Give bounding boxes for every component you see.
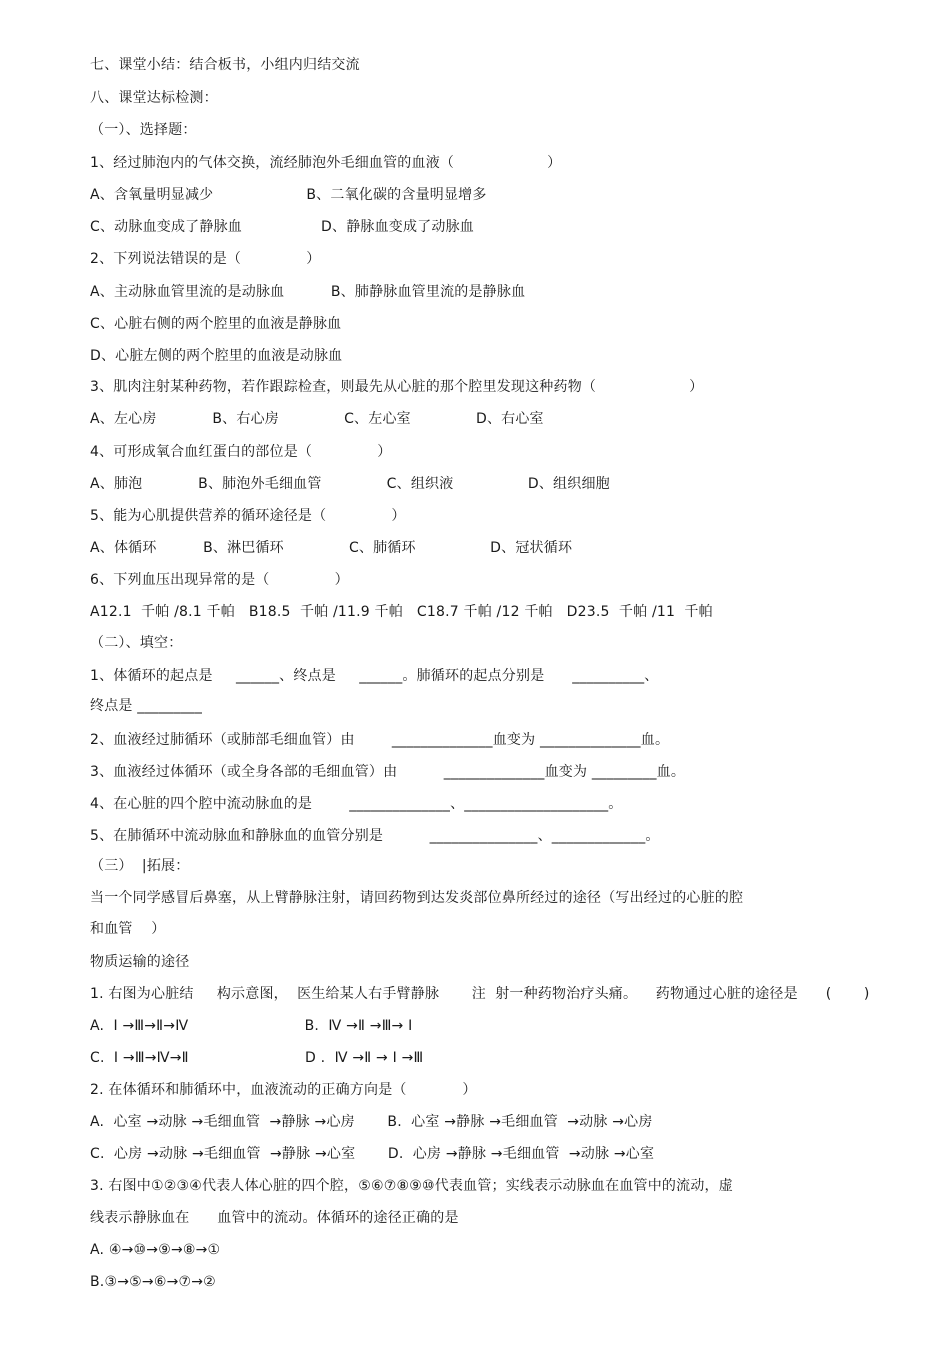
transport-question-1-options-ab: A. Ⅰ →Ⅲ→Ⅱ→Ⅳ B. Ⅳ →Ⅱ →Ⅲ→ Ⅰ (90, 1018, 413, 1034)
section-summary: 七、课堂小结：结合板书，小组内归结交流 (90, 57, 360, 73)
question-2-option-c: C、心脏右侧的两个腔里的血液是静脉血 (90, 316, 342, 332)
question-4-options: A、肺泡 B、肺泡外毛细血管 C、组织液 D、组织细胞 (90, 476, 610, 492)
question-1-options-ab: A、含氧量明显减少 B、二氧化碳的含量明显增多 (90, 187, 487, 203)
fill-5: 5、在肺循环中流动脉血和静脉血的血管分别是 _______________、_____________。 (90, 828, 660, 844)
question-2-options-ab: A、主动脉血管里流的是动脉血 B、肺静脉血管里流的是静脉血 (90, 284, 526, 300)
subsection-fill: （二）、填空： (90, 635, 183, 651)
transport-question-3-option-b: B.③→⑤→⑥→⑦→② (90, 1274, 216, 1290)
transport-question-1: 1. 右图为心脏结 构示意图， 医生给某人右手臂静脉 注 射一种药物治疗头痛。 药物通过心脏的途径是 ( ) (90, 986, 870, 1002)
transport-question-3-cont: 线表示静脉血在 血管中的流动。体循环的途径正确的是 (90, 1210, 459, 1226)
transport-question-2-options-cd: C. 心房 →动脉 →毛细血管 →静脉 →心室 D. 心房 →静脉 →毛细血管 →动脉 →心室 (90, 1146, 655, 1162)
transport-question-2: 2. 在体循环和肺循环中，血液流动的正确方向是（ ） (90, 1082, 477, 1098)
transport-question-3: 3. 右图中①②③④代表人体心脏的四个腔，⑤⑥⑦⑧⑨⑩代表血管；实线表示动脉血在血管中的流动，虚 (90, 1178, 733, 1194)
fill-2: 2、血液经过肺循环（或肺部毛细血管）由 ______________血变为 ______________血。 (90, 732, 670, 748)
subsection-extension: （三） |拓展： (90, 858, 190, 874)
question-4: 4、可形成氧合血红蛋白的部位是（ ） (90, 444, 392, 460)
fill-3: 3、血液经过体循环（或全身各部的毛细血管）由 ______________血变为 _________血。 (90, 764, 686, 780)
transport-question-1-options-cd: C. Ⅰ →Ⅲ→Ⅳ→Ⅱ D . Ⅳ →Ⅱ → Ⅰ →Ⅲ (90, 1050, 424, 1066)
question-1-options-cd: C、动脉血变成了静脉血 D、静脉血变成了动脉血 (90, 219, 475, 235)
transport-question-2-options-ab: A. 心室 →动脉 →毛细血管 →静脉 →心房 B. 心室 →静脉 →毛细血管 →动脉 →心房 (90, 1114, 653, 1130)
question-2-option-d: D、心脏左侧的两个腔里的血液是动脉血 (90, 348, 343, 364)
transport-heading: 物质运输的途径 (90, 954, 190, 970)
extension-text-cont: 和血管 ） (90, 921, 166, 937)
fill-1-cont: 终点是 _________ (90, 698, 203, 714)
extension-text: 当一个同学感冒后鼻塞，从上臂静脉注射，请回药物到达发炎部位鼻所经过的途径（写出经过的心脏的腔 (90, 890, 744, 906)
question-1: 1、经过肺泡内的气体交换，流经肺泡外毛细血管的血液（ ） (90, 155, 562, 171)
question-3: 3、肌肉注射某种药物，若作跟踪检查，则最先从心脏的那个腔里发现这种药物（ ） (90, 379, 704, 395)
question-6: 6、下列血压出现异常的是（ ） (90, 572, 349, 588)
question-5: 5、能为心肌提供营养的循环途径是（ ） (90, 508, 406, 524)
question-5-options: A、体循环 B、淋巴循环 C、肺循环 D、冠状循环 (90, 540, 573, 556)
section-test: 八、课堂达标检测： (90, 90, 218, 106)
question-6-options: A12.1 千帕 /8.1 千帕 B18.5 千帕 /11.9 千帕 C18.7 千帕 /12 千帕 D23.5 千帕 /11 千帕 (90, 604, 713, 620)
transport-question-3-option-a: A. ④→⑩→⑨→⑧→① (90, 1242, 221, 1258)
fill-4: 4、在心脏的四个腔中流动脉血的是 ______________、____________________。 (90, 796, 623, 812)
subsection-choice: （一）、选择题： (90, 122, 197, 138)
question-2: 2、下列说法错误的是（ ） (90, 251, 321, 267)
question-3-options: A、左心房 B、右心房 C、左心室 D、右心室 (90, 411, 544, 427)
fill-1: 1、体循环的起点是 ______、终点是 ______。肺循环的起点分别是 __________、 (90, 668, 659, 684)
